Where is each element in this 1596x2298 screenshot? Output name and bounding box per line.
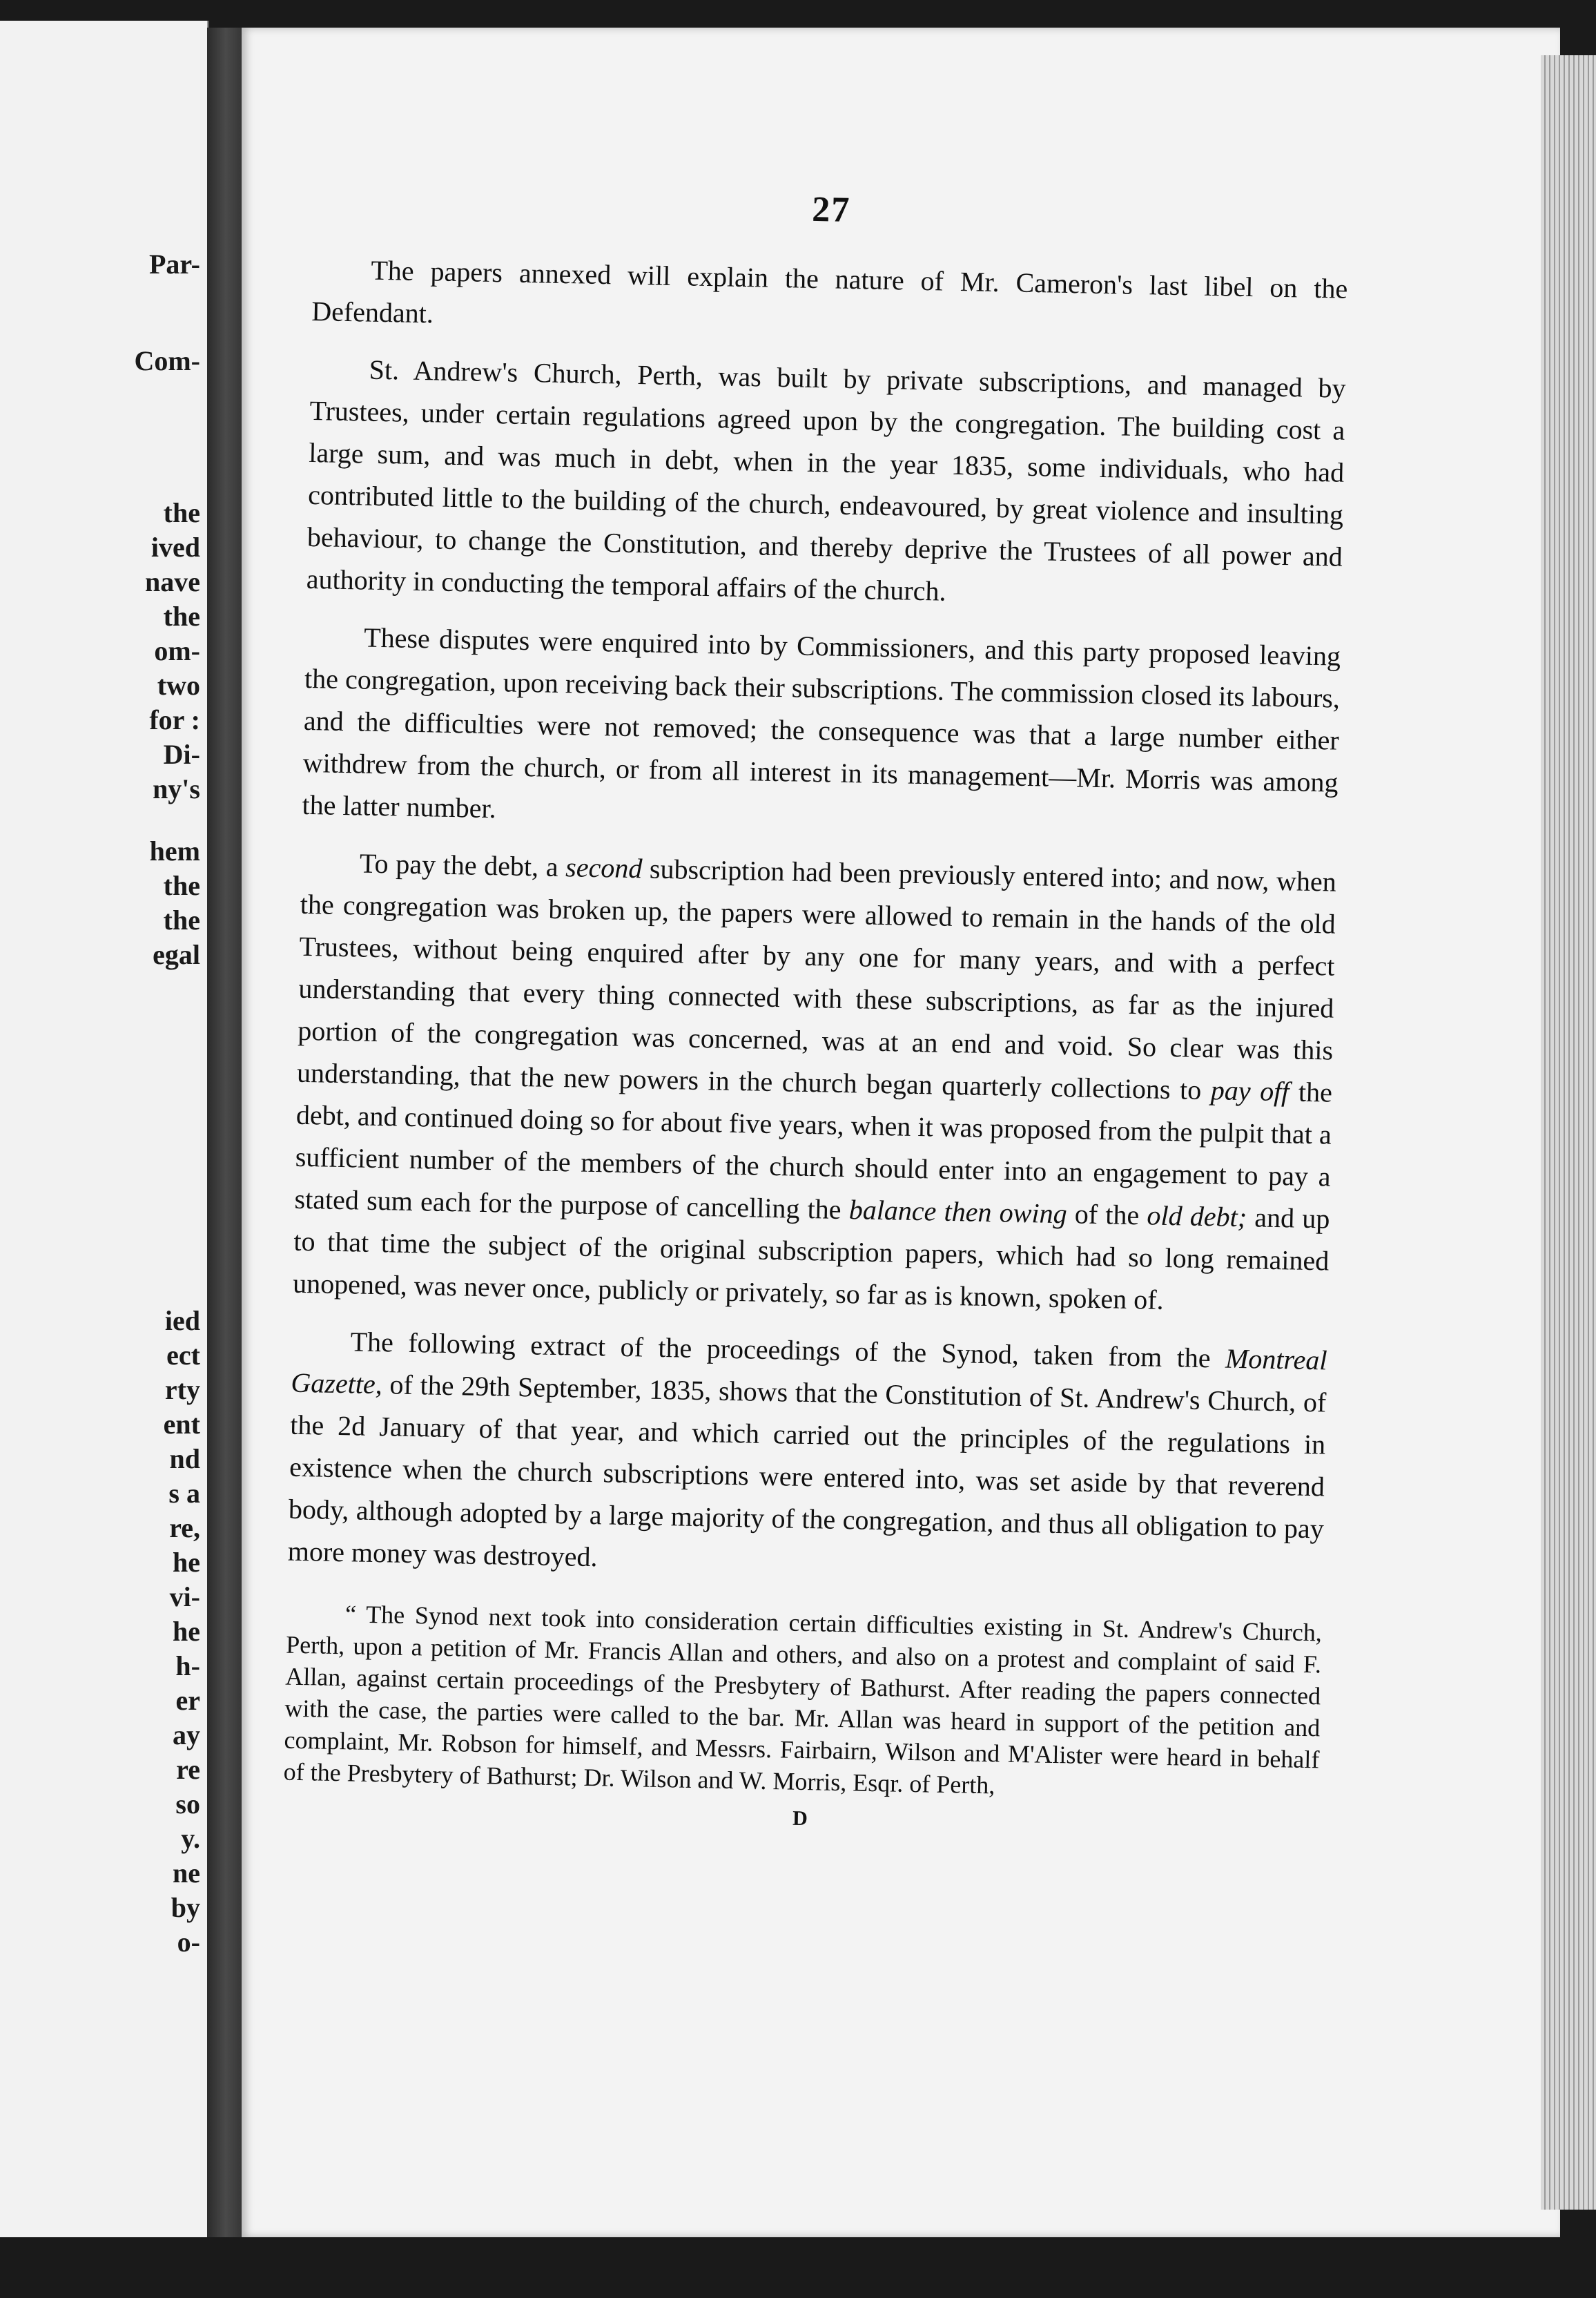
paragraph-4-part-e: and up to that time the subject of the original subscription papers, which had so long remained unopened, was never once, publicly or privately, so far as is known, spoken of. [292, 1201, 1330, 1315]
facing-page-fragment: o- [177, 1927, 200, 1958]
facing-page-fragment: ived [150, 532, 200, 563]
paragraph-4-emphasis-old-debt: old debt; [1147, 1199, 1247, 1233]
facing-page-fragment: re [176, 1754, 200, 1785]
facing-page-fragment: om- [154, 635, 200, 666]
page-text-block [282, 180, 1349, 1840]
signature-mark: D [792, 1806, 809, 1831]
paragraph-4-emphasis-pay-off: pay off [1210, 1074, 1290, 1108]
paragraph-5-part-a: The following extract of the proceedings of the Synod, taken from the [350, 1326, 1226, 1374]
facing-page-fragment: so [175, 1788, 200, 1819]
facing-page-fragment: rty [164, 1374, 200, 1405]
facing-page-fragment: by [171, 1892, 200, 1923]
paragraph-5-part-b: of the 29th September, 1835, shows that the Constitution of St. Andrew's Church, of the 2d January of that year, and which carried out the principles of the regulations in existence when the church subscriptions were entered into, was set aside by that reverend body, although adopted by a large majority of the congregation, and thus all obligation to pay more money was destroyed. [287, 1369, 1327, 1573]
facing-page-fragment: ne [173, 1857, 200, 1889]
facing-page-fragment: two [157, 670, 200, 701]
facing-page-fragment: the [163, 601, 200, 632]
facing-page [0, 21, 208, 2237]
facing-page-fragment: Com- [134, 345, 200, 376]
paragraph-4-emphasis-balance: balance then owing [848, 1194, 1068, 1230]
facing-page-fragment: Di- [163, 739, 200, 770]
facing-page-fragment: nd [169, 1443, 200, 1474]
facing-page-fragment: the [163, 870, 200, 901]
facing-page-fragment: ay [173, 1719, 200, 1750]
facing-page-fragment: Par- [148, 249, 200, 280]
facing-page-fragment: ied [164, 1305, 200, 1336]
paragraph-4-part-b: subscription had been previously entered into; and now, when the congregation was broken up, the papers were allowed to remain in the hands of the old Trustees, without being enquired after by any one for many years, and with a perfect understanding that every thing connected with these subscriptions, as far as the injured portion of the congregation was concerned, was at an end and void. So clear was this understanding, that the new powers in the church began quarterly collections to [296, 853, 1337, 1106]
facing-page-fragment: ent [163, 1409, 200, 1440]
facing-page-fragment: vi- [169, 1581, 200, 1612]
facing-page-fragment: the [163, 905, 200, 936]
facing-page-fragment: nave [145, 566, 200, 597]
paragraph-2: St. Andrew's Church, Perth, was built by private subscriptions, and managed by Trustees, under certain regulations agreed upon by the congregation. The building cost a large sum, and was much in debt, when in the year 1835, some individuals, who had contributed little to the building of the church, endeavoured, by great violence and insulting behaviour, to change the Constitution, and thereby deprive the Trustees of all power and authority in conducting the temporal affairs of the church. [306, 354, 1346, 607]
page-number: 27 [811, 189, 851, 230]
facing-page-fragment: for : [149, 704, 200, 735]
paragraph-5 [287, 1320, 1327, 1592]
paragraph-3: These disputes were enquired into by Commissioners, and this party proposed leaving the congregation, upon receiving back their subscriptions. The commission closed its labours, and the difficulties were not removed; the consequence was that a large number either withdrew from the church, or from all interest in its management—Mr. Morris was among the latter number. [302, 621, 1341, 824]
facing-page-fragment: ny's [153, 773, 200, 804]
paragraph-4-emphasis-second: second [565, 851, 643, 885]
facing-page-fragment: hem [149, 836, 200, 867]
paragraph-4-part-a: To pay the debt, a [359, 847, 566, 883]
facing-page-fragment: the [163, 497, 200, 528]
facing-page-fragment: h- [175, 1650, 200, 1681]
paragraph-4-part-d: of the [1067, 1198, 1147, 1231]
facing-page-fragment: er [175, 1685, 200, 1716]
facing-page-fragment: ect [166, 1340, 200, 1371]
facing-page-fragment: s a [168, 1478, 200, 1509]
paragraph-4 [293, 841, 1337, 1324]
synod-extract-quote: “ The Synod next took into consideration certain difficulties existing in St. Andrew's Church, Perth, upon a petition of Mr. Francis Allan and others, and also on a protest and complaint of said F. Allan, against certain proceedings of the Presbytery of Bathurst. After reading the papers connected with the case, the parties were called to the bar. Mr. Allan was heard in support of the petition and complaint, Mr. Robson for himself, and Messrs. Fairbairn, Wilson and M'Alister were heard in behalf of the Presbytery of Bathurst; Dr. Wilson and W. Morris, Esqr. of Perth, [283, 1600, 1323, 1799]
paragraph-4-part-c: the debt, and continued doing so for about five years, when it was proposed from the pulpit that a sufficient number of the members of the church should enter into an engagement to pay a stated sum each for the purpose of cancelling the [294, 1076, 1333, 1226]
paragraph-5-emphasis-gazette: Montreal Gazette, [291, 1342, 1327, 1400]
facing-page-fragment: y. [181, 1823, 200, 1854]
page-edges [1541, 55, 1596, 2210]
facing-page-fragment: he [173, 1547, 200, 1578]
facing-page-fragment: he [173, 1616, 200, 1647]
facing-page-fragment: re, [169, 1512, 200, 1543]
facing-page-fragment: egal [153, 939, 200, 970]
paragraph-1: The papers annexed will explain the nature of Mr. Cameron's last libel on the Defendant. [311, 254, 1348, 329]
